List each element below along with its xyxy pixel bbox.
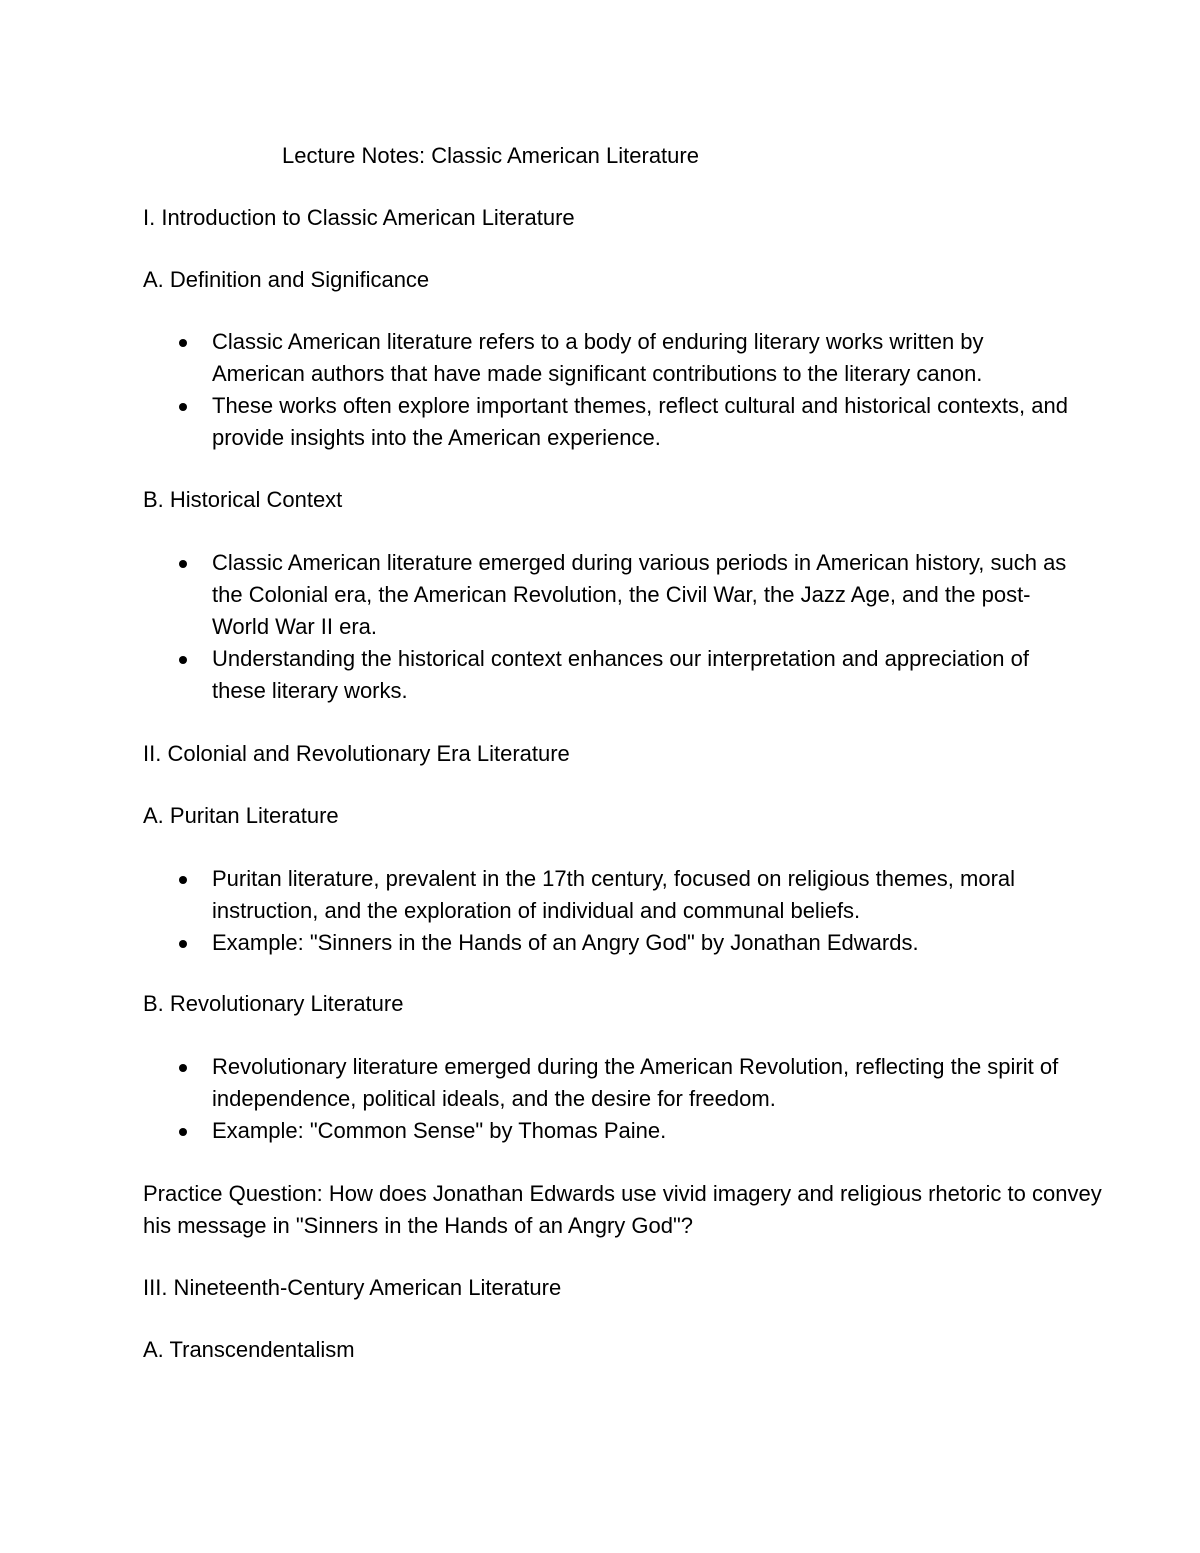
bullet-icon [179, 1128, 187, 1136]
list-item-text: Classic American literature emerged during various periods in American history, such as the Colonial era, the American Revolution, the Civil War, the Jazz Age, and the post-World War II era. [212, 550, 1067, 639]
section-1a-heading: A. Definition and Significance [143, 267, 430, 292]
practice-question: Practice Question: How does Jonathan Edwards use vivid imagery and religious rhetoric to convey his message in "Sinners in the Hands of an Angry God"? [143, 1181, 1102, 1238]
list-item-text: Revolutionary literature emerged during the American Revolution, reflecting the spirit of independence, political ideals, and the desire for freedom. [212, 1054, 1059, 1111]
bullet-icon [179, 876, 187, 884]
bullet-icon [179, 339, 187, 347]
section-3-heading: III. Nineteenth-Century American Literature [143, 1275, 562, 1300]
list-item [0, 863, 1072, 927]
section-2a-bullet-list [0, 863, 1072, 959]
list-item [0, 643, 1072, 707]
section-1a-bullet-list [0, 326, 1072, 454]
bullet-icon [179, 656, 187, 664]
list-item [0, 326, 1072, 390]
list-item [0, 390, 1072, 454]
list-item [0, 547, 1072, 643]
bullet-icon [179, 560, 187, 568]
bullet-icon [179, 940, 187, 948]
document-title: Lecture Notes: Classic American Literature [282, 143, 699, 168]
list-item-text: These works often explore important themes, reflect cultural and historical contexts, and provide insights into the American experience. [212, 393, 1068, 450]
section-1b-bullet-list [0, 547, 1072, 707]
bullet-icon [179, 403, 187, 411]
section-2b-bullet-list [0, 1051, 1072, 1147]
section-2-heading: II. Colonial and Revolutionary Era Literature [143, 741, 570, 766]
list-item-text: Classic American literature refers to a body of enduring literary works written by American authors that have made significant contributions to the literary canon. [212, 329, 984, 386]
bullet-icon [179, 1064, 187, 1072]
section-2a-heading: A. Puritan Literature [143, 803, 339, 828]
section-3a-heading: A. Transcendentalism [143, 1337, 355, 1362]
list-item-text: Understanding the historical context enhances our interpretation and appreciation of these literary works. [212, 646, 1029, 703]
list-item [0, 1051, 1072, 1115]
section-1b-heading: B. Historical Context [143, 487, 343, 512]
list-item [0, 1115, 1072, 1147]
list-item-text: Example: "Sinners in the Hands of an Angry God" by Jonathan Edwards. [212, 930, 919, 955]
list-item-text: Puritan literature, prevalent in the 17th century, focused on religious themes, moral instruction, and the exploration of individual and communal beliefs. [212, 866, 1016, 923]
list-item [0, 927, 1072, 959]
list-item-text: Example: "Common Sense" by Thomas Paine. [212, 1118, 667, 1143]
section-1-heading: I. Introduction to Classic American Literature [143, 205, 575, 230]
section-2b-heading: B. Revolutionary Literature [143, 991, 404, 1016]
